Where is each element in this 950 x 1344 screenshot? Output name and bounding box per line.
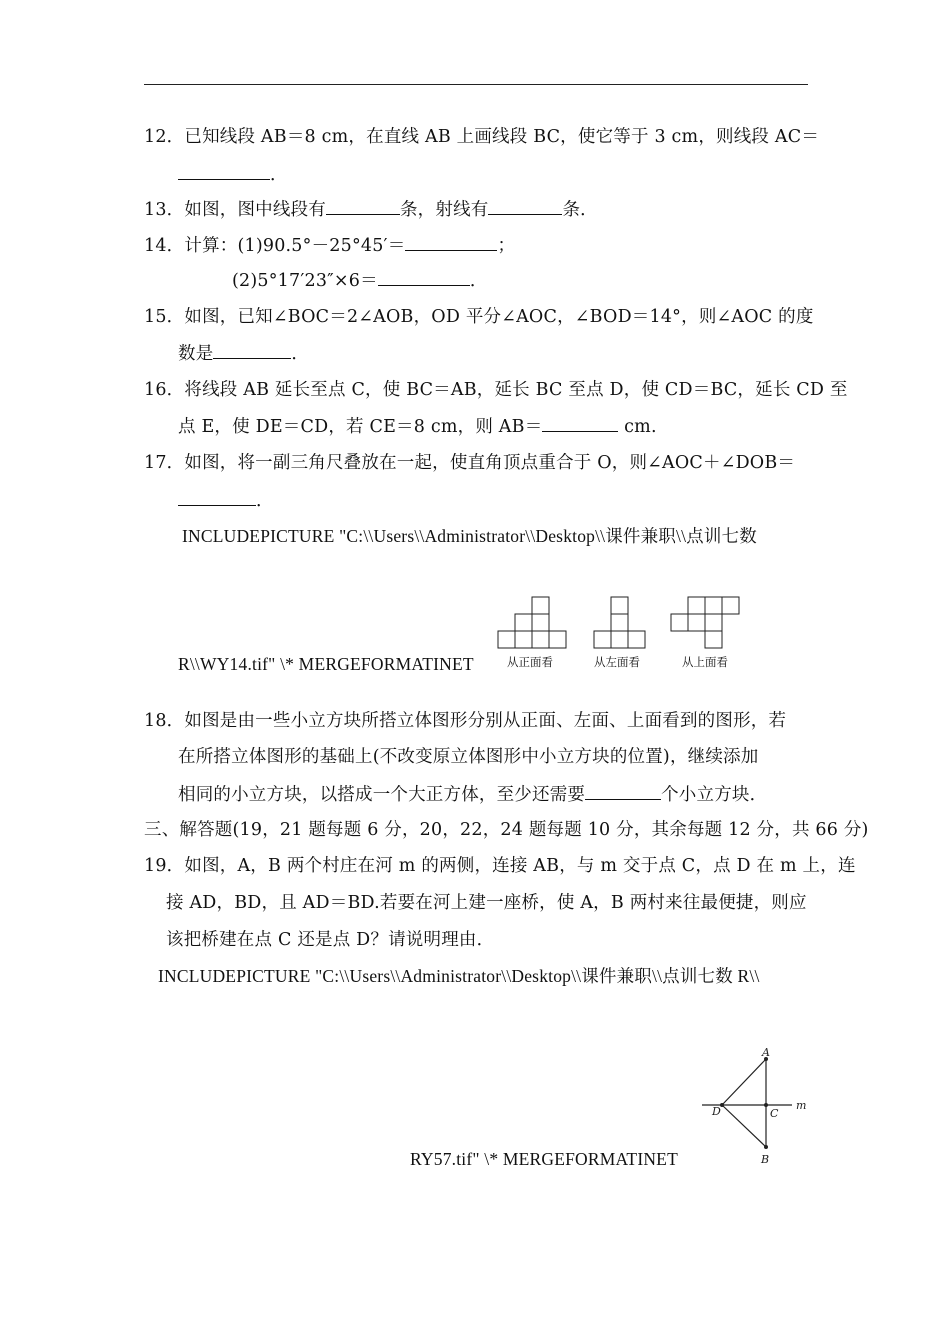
answer-blank[interactable] bbox=[326, 199, 400, 215]
problem-13: 13．如图，图中线段有 条，射线有 条． bbox=[144, 200, 598, 220]
answer-blank[interactable] bbox=[405, 235, 497, 251]
label-m: m bbox=[796, 1099, 807, 1112]
caption-front-view: 从正面看 bbox=[507, 655, 553, 669]
answer-blank[interactable] bbox=[213, 343, 291, 359]
problem-15-line2: 数是 ． bbox=[178, 344, 310, 364]
problem-18-line2: 在所搭立体图形的基础上(不改变原立体图形中小立方块的位置)，继续添加 bbox=[178, 747, 759, 767]
answer-blank[interactable] bbox=[488, 199, 562, 215]
answer-blank[interactable] bbox=[585, 784, 661, 800]
label-c: C bbox=[770, 1107, 779, 1120]
answer-blank[interactable] bbox=[542, 416, 618, 432]
section-3-heading: 三、解答题(19，21 题每题 6 分，20，22，24 题每题 10 分，其余每题 12 分，共 66 分) bbox=[144, 820, 869, 840]
problem-19-line1: 19．如图，A，B 两个村庄在河 m 的两侧，连接 AB，与 m 交于点 C，点 D 在 m 上，连 bbox=[144, 856, 856, 876]
problem-14-line1: 14．计算：(1)90.5°－25°45′＝ ； bbox=[144, 236, 516, 256]
problem-19-line3: 该把桥建在点 C 还是点 D？请说明理由． bbox=[166, 930, 495, 950]
segment-bd bbox=[722, 1105, 766, 1147]
caption-left-view: 从左面看 bbox=[594, 655, 640, 669]
include-field-2b: RY57.tif" \* MERGEFORMATINET bbox=[410, 1149, 678, 1169]
problem-16-line2: 点 E，使 DE＝CD，若 CE＝8 cm，则 AB＝ cm. bbox=[178, 417, 657, 437]
include-field-1a: INCLUDEPICTURE "C:\\Users\\Administrator\\Desktop\\课件兼职\\点训七数 bbox=[182, 526, 757, 546]
label-a: A bbox=[762, 1046, 770, 1059]
problem-17-line2: ． bbox=[178, 490, 274, 512]
point-b bbox=[764, 1145, 768, 1149]
include-field-2a: INCLUDEPICTURE "C:\\Users\\Administrator\\Desktop\\课件兼职\\点训七数 R\\ bbox=[158, 966, 760, 986]
caption-top-view: 从上面看 bbox=[682, 655, 728, 669]
answer-blank[interactable] bbox=[178, 490, 256, 506]
three-views-figure bbox=[496, 592, 746, 652]
header-rule bbox=[144, 84, 808, 85]
problem-18-line3: 相同的小立方块，以搭成一个大正方体，至少还需要 个小立方块． bbox=[178, 785, 768, 805]
problem-16-line1: 16．将线段 AB 延长至点 C，使 BC＝AB，延长 BC 至点 D，使 CD＝BC，延长 CD 至 bbox=[144, 380, 848, 400]
include-field-1b: R\\WY14.tif" \* MERGEFORMATINET bbox=[178, 654, 474, 674]
geometry-figure bbox=[700, 1044, 810, 1169]
problem-12-line2: ． bbox=[178, 164, 288, 186]
answer-blank[interactable] bbox=[378, 270, 470, 286]
point-c bbox=[764, 1103, 768, 1107]
problem-15-line1: 15．如图，已知∠BOC＝2∠AOB，OD 平分∠AOC，∠BOD＝14°，则∠AOC 的度 bbox=[144, 307, 814, 327]
problem-14-line2: (2)5°17′23″×6＝ ． bbox=[232, 271, 488, 291]
answer-blank[interactable] bbox=[178, 164, 270, 180]
label-d: D bbox=[712, 1105, 721, 1118]
label-b: B bbox=[761, 1153, 770, 1166]
problem-18-line1: 18．如图是由一些小立方块所搭立体图形分别从正面、左面、上面看到的图形，若 bbox=[144, 711, 787, 731]
problem-17-line1: 17．如图，将一副三角尺叠放在一起，使直角顶点重合于 O，则∠AOC＋∠DOB＝ bbox=[144, 453, 796, 473]
segment-ad bbox=[722, 1059, 766, 1105]
problem-12-line1: 12．已知线段 AB＝8 cm，在直线 AB 上画线段 BC，使它等于 3 cm，则线段 AC＝ bbox=[144, 127, 820, 147]
problem-19-line2: 接 AD，BD，且 AD＝BD.若要在河上建一座桥，使 A，B 两村来往最便捷，则应 bbox=[166, 893, 807, 913]
